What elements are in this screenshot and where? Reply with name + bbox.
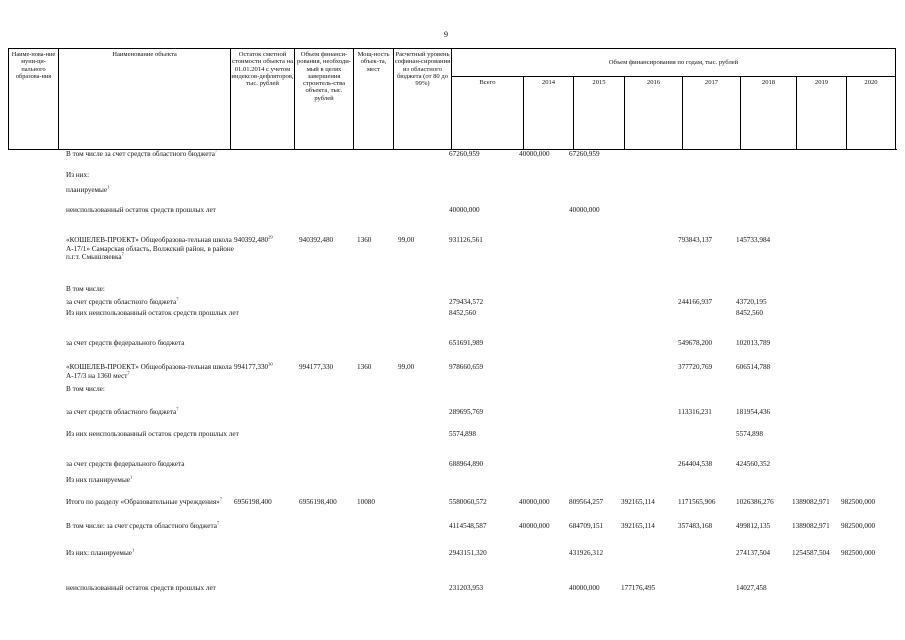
header-year-2015: 2015 [573, 76, 624, 150]
cell-year-value [678, 522, 712, 531]
row-label-footnote-mark: 1 [129, 474, 133, 480]
cell-financing-needed-text: 994177,330 [299, 363, 334, 371]
cell-year-value-text: 67260,959 [569, 150, 600, 158]
cell-year-value [449, 408, 483, 417]
cell-year-value [449, 430, 476, 439]
cell-year-value [736, 460, 770, 469]
cell-year-value-text: 40000,000 [569, 584, 600, 592]
cell-year-value [449, 584, 483, 593]
row-label [66, 549, 246, 558]
row-label-footnote-mark: 7 [216, 520, 220, 526]
row-label [66, 206, 246, 215]
cell-capacity [357, 236, 371, 245]
cell-year-value [678, 363, 712, 372]
cell-year-value-text: 40000,000 [569, 206, 600, 214]
header-year-total: Всего [451, 76, 523, 150]
cell-year-value-text: 499812,135 [736, 522, 771, 530]
row-label [66, 339, 246, 348]
cell-year-value [736, 309, 763, 318]
row-label [66, 285, 246, 294]
cell-year-value-text: 102013,789 [736, 339, 771, 347]
header-year-2016: 2016 [624, 76, 682, 150]
row-label-text: Из них неиспользованный остаток средств прошлых лет [66, 309, 239, 317]
cell-year-value [736, 584, 767, 593]
cell-year-value [792, 522, 830, 531]
header-year-2020: 2020 [846, 76, 896, 150]
cell-capacity [357, 498, 375, 507]
cell-capacity [357, 363, 371, 372]
cell-year-value-text: 982500,000 [841, 498, 876, 506]
cell-year-value [449, 206, 480, 215]
cell-year-value [621, 522, 655, 531]
header-year-2019: 2019 [796, 76, 846, 150]
row-label-text: за счет средств федерального бюджета [66, 339, 185, 347]
row-label-text: «КОШЕЛЕВ-ПРОЕКТ» Общеобразова-тельная школа А-17/1» Самарская область, Волжский район, в районе п.г.т. Смышляевка [66, 236, 234, 261]
cell-year-value [569, 584, 600, 593]
cell-year-value [519, 150, 550, 159]
header-financing-needed: Объем финанси-рования, необходи-мый в целях завершения строитель-ства объекта, тыс. рублей [294, 48, 353, 150]
cell-year-value-text: 431926,312 [569, 549, 604, 557]
row-label [66, 186, 246, 195]
cell-cofinancing [398, 363, 414, 372]
row-label [66, 584, 246, 593]
row-label [66, 385, 246, 394]
row-label-text: Из них неиспользованный остаток средств прошлых лет [66, 430, 239, 438]
cell-financing-needed [299, 498, 337, 507]
cell-year-value [678, 460, 712, 469]
cell-year-value [449, 339, 483, 348]
cell-financing-needed-text: 6956198,400 [299, 498, 337, 506]
row-label-footnote-mark: 1 [107, 184, 110, 190]
cell-year-value-text: 4114548,587 [449, 522, 487, 530]
cell-remaining-footnote-mark: 30 [268, 361, 273, 367]
cell-financing-needed [299, 236, 333, 245]
row-label-footnote-mark: 7 [121, 251, 124, 257]
cell-year-value [678, 339, 712, 348]
cell-year-value-text: 424560,352 [736, 460, 771, 468]
cell-year-value [449, 363, 483, 372]
row-label-text: Из них планируемые [66, 476, 130, 484]
cell-year-value [449, 522, 486, 531]
cell-remaining-text: 940392,480 [234, 236, 269, 244]
cell-remaining-text: 6956198,400 [234, 498, 272, 506]
cell-capacity-text: 1360 [357, 236, 372, 244]
cell-year-value [569, 522, 603, 531]
row-label-text: за счет средств областного бюджета [66, 408, 177, 416]
cell-year-value-text: 982500,000 [841, 522, 876, 530]
cell-year-value-text: 177176,495 [621, 584, 656, 592]
row-label-footnote-mark: 7 [176, 406, 179, 412]
cell-year-value-text: 8452,560 [736, 309, 763, 317]
cell-year-value [449, 460, 483, 469]
cell-year-value [736, 522, 770, 531]
row-label-footnote-mark: 7 [127, 370, 130, 376]
cell-year-value [519, 498, 550, 507]
cell-year-value-text: 181954,436 [736, 408, 771, 416]
row-label-footnote-mark: 1 [131, 547, 135, 553]
cell-year-value-text: 809564,257 [569, 498, 604, 506]
cell-year-value-text: 40000,000 [519, 522, 550, 530]
cell-year-value [449, 498, 487, 507]
cell-year-value [569, 549, 603, 558]
cell-year-value-text: 145733,984 [736, 236, 771, 244]
cell-year-value-text: 1389082,971 [792, 498, 830, 506]
cell-year-value [792, 498, 830, 507]
row-label [66, 298, 246, 307]
row-label [66, 430, 246, 439]
cell-year-value-text: 2943151,320 [449, 549, 487, 557]
cell-year-value [792, 549, 830, 558]
row-label [66, 498, 246, 507]
cell-year-value [841, 522, 875, 531]
cell-year-value [678, 298, 712, 307]
row-label-text: за счет средств областного бюджета [66, 298, 177, 306]
cell-year-value [449, 309, 476, 318]
cell-year-value-text: 113316,231 [678, 408, 712, 416]
header-years-group: Объем финансирования по годам, тыс. рублей [451, 48, 896, 76]
cell-year-value [678, 498, 715, 507]
row-label-footnote-mark: 7 [219, 496, 222, 502]
cell-year-value-text: 40000,000 [449, 206, 480, 214]
row-label [66, 236, 246, 262]
cell-year-value [519, 522, 550, 531]
cell-year-value-text: 978660,659 [449, 363, 484, 371]
cell-year-value [678, 408, 712, 417]
cell-year-value-text: 14027,458 [736, 584, 767, 592]
row-label-text: Итого по разделу «Образовательные учреждения» [66, 498, 220, 506]
cell-year-value [736, 430, 763, 439]
header-year-2017: 2017 [682, 76, 740, 150]
row-label-text: «КОШЕЛЕВ-ПРОЕКТ» Общеобразова-тельная школа А-17/3 на 1360 мест [66, 363, 232, 380]
cell-remaining-footnote-mark: 29 [268, 234, 273, 240]
row-label [66, 171, 246, 180]
cell-year-value-text: 43720,195 [736, 298, 767, 306]
cell-year-value-text: 688964,890 [449, 460, 484, 468]
header-year-2018: 2018 [740, 76, 796, 150]
cell-remaining [234, 236, 273, 245]
cell-year-value [841, 498, 875, 507]
cell-year-value-text: 549678,200 [678, 339, 713, 347]
cell-year-value [569, 498, 603, 507]
row-label [66, 363, 246, 380]
cell-year-value-text: 5574,898 [449, 430, 476, 438]
cell-year-value [841, 549, 875, 558]
row-label [66, 150, 246, 159]
header-municipality: Наиме-нова-ние муни-ци-пального образова-ния [8, 48, 58, 150]
cell-year-value [449, 298, 483, 307]
cell-year-value [449, 236, 483, 245]
cell-cofinancing-text: 99,00 [398, 236, 415, 244]
cell-year-value-text: 392165,114 [621, 498, 655, 506]
cell-year-value [736, 298, 767, 307]
cell-year-value [449, 549, 487, 558]
cell-year-value-text: 8452,560 [449, 309, 476, 317]
cell-year-value-text: 1389082,971 [792, 522, 830, 530]
cell-year-value-text: 5580060,572 [449, 498, 487, 506]
cell-year-value-text: 392165,114 [621, 522, 655, 530]
cell-year-value-text: 1254587,504 [792, 549, 830, 557]
cell-remaining [234, 363, 273, 372]
row-label-text: планируемые [66, 186, 108, 194]
cell-year-value [621, 584, 655, 593]
row-label-footnote-mark: 7 [214, 148, 218, 154]
cell-year-value-text: 1171565,906 [678, 498, 716, 506]
cell-year-value [736, 408, 770, 417]
header-cofinancing: Расчетный уровень софинан-сирования из областного бюджета (от 80 до 99%) [393, 48, 451, 150]
cell-year-value-text: 606514,788 [736, 363, 771, 371]
cell-year-value-text: 67260,959 [449, 150, 480, 158]
cell-year-value [736, 236, 770, 245]
cell-year-value [621, 498, 655, 507]
cell-capacity-text: 1360 [357, 363, 372, 371]
cell-remaining-text: 994177,330 [234, 363, 269, 371]
cell-cofinancing [398, 236, 414, 245]
cell-year-value-text: 5574,898 [736, 430, 763, 438]
cell-year-value [678, 236, 712, 245]
cell-year-value-text: 40000,000 [519, 150, 550, 158]
row-label-text: В том числе: за счет средств областного бюджета [66, 522, 217, 530]
row-label [66, 408, 246, 417]
cell-year-value-text: 274137,504 [736, 549, 771, 557]
cell-year-value-text: 684709,151 [569, 522, 604, 530]
cell-year-value-text: 244166,937 [678, 298, 713, 306]
cell-year-value [736, 339, 770, 348]
cell-year-value [736, 363, 770, 372]
cell-year-value-text: 264404,538 [678, 460, 713, 468]
row-label-text: Из них: планируемые [66, 549, 132, 557]
cell-year-value-text: 377720,769 [678, 363, 713, 371]
cell-year-value [736, 498, 774, 507]
row-label [66, 476, 246, 485]
row-label [66, 522, 246, 531]
header-capacity: Мощ-ность объек-та, мест [353, 48, 393, 150]
cell-year-value-text: 231203,953 [449, 584, 484, 592]
cell-year-value [569, 150, 600, 159]
header-remaining: Остаток сметной стоимости объекта на 01.01.2014 с учетом индексов-дефляторов, тыс. рублей [230, 48, 294, 150]
row-label-text: неиспользованный остаток средств прошлых лет [66, 206, 216, 214]
cell-cofinancing-text: 99,00 [398, 363, 415, 371]
row-label-text: В том числе: [66, 285, 105, 293]
cell-financing-needed [299, 363, 333, 372]
row-label-text: за счет средств федерального бюджета [66, 460, 185, 468]
cell-year-value-text: 357483,168 [678, 522, 713, 530]
page-number: 9 [444, 30, 448, 39]
cell-year-value-text: 931126,561 [449, 236, 483, 244]
cell-year-value-text: 651691,989 [449, 339, 484, 347]
cell-year-value-text: 279434,572 [449, 298, 484, 306]
row-label-text: В том числе: [66, 385, 105, 393]
header-object: Наименование объекта [58, 48, 230, 150]
cell-year-value [736, 549, 770, 558]
cell-year-value-text: 793843,137 [678, 236, 713, 244]
cell-year-value-text: 1026386,276 [736, 498, 774, 506]
cell-year-value [449, 150, 480, 159]
cell-financing-needed-text: 940392,480 [299, 236, 334, 244]
cell-capacity-text: 10080 [357, 498, 375, 506]
cell-year-value [569, 206, 600, 215]
row-label-text: Из них: [66, 171, 90, 179]
cell-year-value-text: 982500,000 [841, 549, 876, 557]
cell-year-value-text: 289695,769 [449, 408, 484, 416]
header-year-2014: 2014 [523, 76, 573, 150]
row-label-text: В том числе за счет средств областного бюджета [66, 150, 215, 158]
cell-year-value-text: 40000,000 [519, 498, 550, 506]
cell-remaining [234, 498, 272, 507]
row-label [66, 309, 246, 318]
row-label-text: неиспользованный остаток средств прошлых лет [66, 584, 216, 592]
row-label [66, 460, 246, 469]
table-header [8, 48, 896, 150]
row-label-footnote-mark: 7 [176, 296, 179, 302]
